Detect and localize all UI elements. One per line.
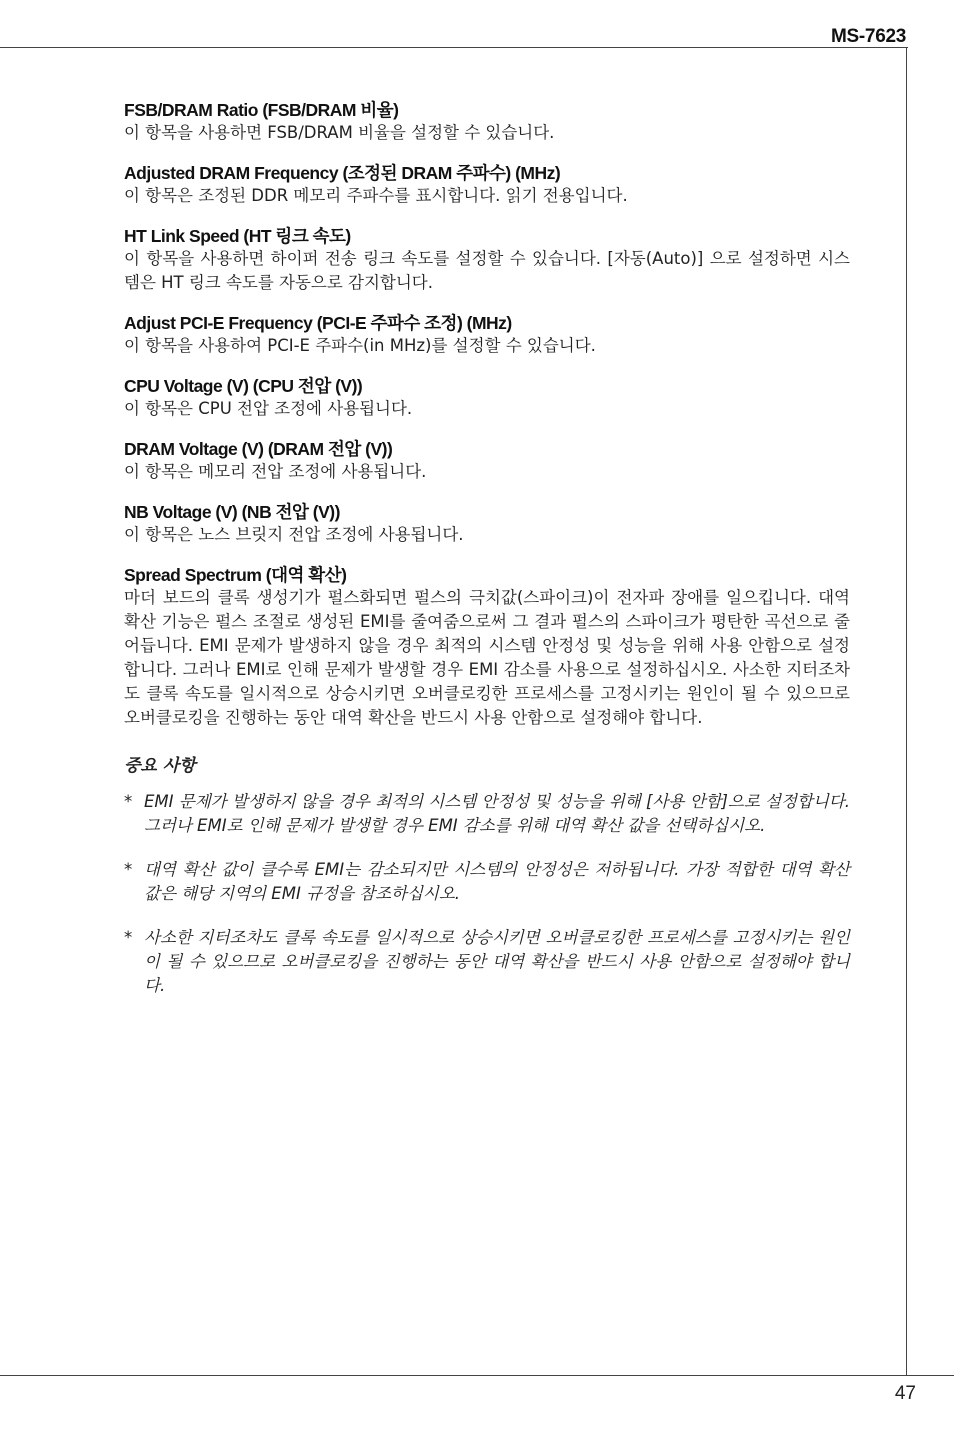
margin-rule: [906, 47, 907, 1375]
section-nb-voltage: [124, 501, 850, 547]
header-rule: [0, 47, 908, 48]
section-cpu-voltage: [124, 375, 850, 421]
bullet-asterisk: *: [124, 928, 133, 947]
section-heading: NB Voltage (V) (NB 전압 (V)): [124, 502, 340, 522]
page-number: 47: [894, 1383, 916, 1404]
section-heading: CPU Voltage (V) (CPU 전압 (V)): [124, 376, 363, 396]
section-body: 이 항목은 CPU 전압 조정에 사용됩니다.: [124, 399, 413, 418]
section-adjusted-dram-frequency: [124, 162, 850, 208]
section-dram-voltage: [124, 438, 850, 484]
section-heading: HT Link Speed (HT 링크 속도): [124, 226, 351, 246]
note-item: [124, 858, 850, 906]
section-body: 이 항목을 사용하여 PCI-E 주파수(in MHz)를 설정할 수 있습니다.: [124, 336, 596, 355]
note-item: [124, 926, 850, 998]
section-body: 이 항목은 조정된 DDR 메모리 주파수를 표시합니다. 읽기 전용입니다.: [124, 186, 628, 205]
section-fsb-dram-ratio: [124, 99, 850, 145]
important-note-list: [124, 790, 850, 998]
important-note-title: 중요 사항: [124, 756, 196, 776]
section-heading: Adjust PCI-E Frequency (PCI-E 주파수 조정) (MHz): [124, 313, 512, 333]
section-adjust-pcie-frequency: [124, 312, 850, 358]
section-heading: Adjusted DRAM Frequency (조정된 DRAM 주파수) (MHz): [124, 163, 561, 183]
section-spread-spectrum: [124, 564, 850, 730]
section-body: 이 항목을 사용하면 FSB/DRAM 비율을 설정할 수 있습니다.: [124, 123, 555, 142]
section-body: 이 항목을 사용하면 하이퍼 전송 링크 속도를 설정할 수 있습니다. [자동(Auto)] 으로 설정하면 시스템은 HT 링크 속도를 자동으로 감지합니다.: [124, 249, 850, 292]
section-body: 이 항목은 메모리 전압 조정에 사용됩니다.: [124, 462, 427, 481]
bullet-asterisk: *: [124, 860, 133, 879]
section-heading: Spread Spectrum (대역 확산): [124, 565, 347, 585]
section-heading: DRAM Voltage (V) (DRAM 전압 (V)): [124, 439, 393, 459]
note-item: [124, 790, 850, 838]
note-text: EMI 문제가 발생하지 않을 경우 최적의 시스템 안정성 및 성능을 위해 [사용 안함]으로 설정합니다. 그러나 EMI로 인해 문제가 발생할 경우 EMI 감소를 위해 대역 확산 값을 선택하십시오.: [144, 792, 850, 835]
note-text: 대역 확산 값이 클수록 EMI는 감소되지만 시스템의 안정성은 저하됩니다. 가장 적합한 대역 확산 값은 해당 지역의 EMI 규정을 참조하십시오.: [144, 860, 850, 903]
model-number: MS-7623: [831, 26, 906, 47]
section-body: 마더 보드의 클록 생성기가 펄스화되면 펄스의 극치값(스파이크)이 전자파 장애를 일으킵니다. 대역 확산 기능은 펄스 조절로 생성된 EMI를 줄여줌으로써 그 결과 펄스의 스파이크가 평탄한 곡선으로 줄어듭니다. EMI 문제가 발생하지 않을 경우 최적의 시스템 안정성 및 성능을 위해 사용 안함으로 설정합니다. 그러나 EMI로 인해 문제가 발생할 경우 EMI 감소를 사용으로 설정하십시오. 사소한 지터조차도 클록 속도를 일시적으로 상승시키면 오버클로킹한 프로세스를 고정시키는 원인이 될 수 있으므로 오버클로킹을 진행하는 동안 대역 확산을 반드시 사용 안함으로 설정해야 합니다.: [124, 588, 850, 727]
section-ht-link-speed: [124, 225, 850, 295]
bullet-asterisk: *: [124, 792, 133, 811]
page-content: [124, 99, 850, 1018]
footer-rule: [0, 1375, 954, 1376]
section-body: 이 항목은 노스 브릿지 전압 조정에 사용됩니다.: [124, 525, 464, 544]
note-text: 사소한 지터조차도 클록 속도를 일시적으로 상승시키면 오버클로킹한 프로세스를 고정시키는 원인이 될 수 있으므로 오버클로킹을 진행하는 동안 대역 확산을 반드시 사용 안함으로 설정해야 합니다.: [144, 928, 850, 995]
section-heading: FSB/DRAM Ratio (FSB/DRAM 비율): [124, 100, 399, 120]
